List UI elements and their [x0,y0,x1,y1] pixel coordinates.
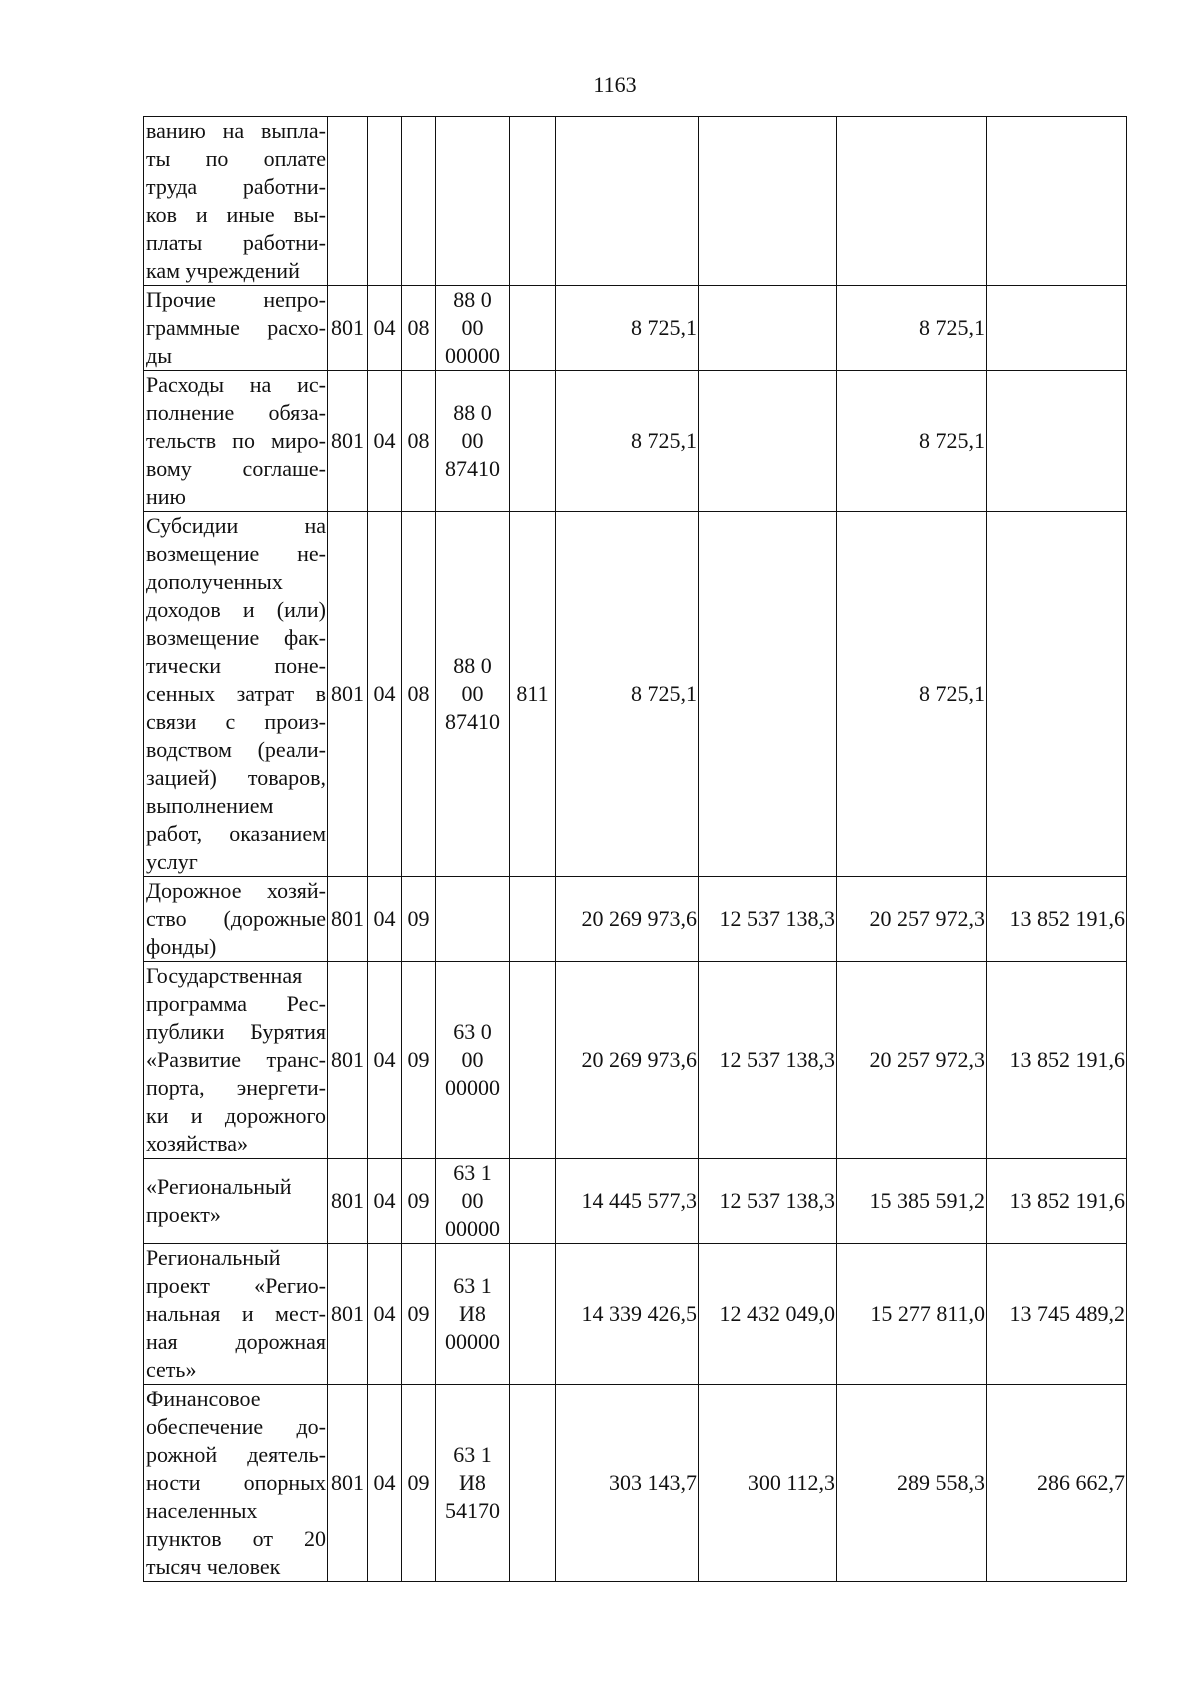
expense-name-line: фонды) [146,934,217,959]
amount-cell-2: 12 537 138,3 [699,877,837,962]
expense-name-line: Дорожное хозяй- [146,878,326,903]
section-code-cell [368,117,402,286]
table-row [144,962,1127,1159]
expense-name-line: платы работни- [146,230,326,255]
expense-name-line: Государственная [146,963,303,988]
expense-name-line: работ, оказанием [146,821,326,846]
expense-type-cell [510,1159,556,1244]
expense-name-line: связи с произ- [146,709,326,734]
expense-name-cell [144,1159,328,1244]
expense-type-cell [510,962,556,1159]
amount-cell-2 [699,512,837,877]
expense-name-line: возмещение фак- [146,625,326,650]
expense-name-line: сенных затрат в [146,681,326,706]
expense-name-line: пунктов от 20 [146,1526,326,1551]
expense-name-line: Финансовое [146,1386,261,1411]
target-article-cell [436,1385,510,1582]
expense-name-line: ная дорожная [146,1329,326,1354]
expense-name-line: Расходы на ис- [146,372,326,397]
expense-name-line: обеспечение до- [146,1414,326,1439]
expense-name-cell [144,877,328,962]
amount-cell-2: 12 537 138,3 [699,962,837,1159]
expense-name-line: проект «Регио- [146,1273,326,1298]
subsection-code-cell: 09 [402,877,436,962]
expense-name-cell [144,117,328,286]
expense-name-line: ности опорных [146,1470,326,1495]
amount-cell-2 [699,117,837,286]
section-code-cell: 04 [368,1159,402,1244]
subsection-code-cell: 09 [402,1159,436,1244]
section-code-cell: 04 [368,1385,402,1582]
table-row [144,1244,1127,1385]
expense-name-line: зацией) товаров, [146,765,326,790]
expense-name-line: услуг [146,849,198,874]
expense-type-cell [510,1244,556,1385]
target-article-line: 00000 [445,343,500,368]
budget-table [143,116,1127,1582]
section-code-cell: 04 [368,286,402,371]
amount-cell-1: 20 269 973,6 [556,962,699,1159]
amount-cell-4 [987,512,1127,877]
expense-name-line: порта, энергети- [146,1075,326,1100]
target-article-line: 88 0 [453,400,492,425]
expense-type-cell [510,1385,556,1582]
target-article-cell [436,877,510,962]
admin-code-cell [328,117,368,286]
expense-type-cell: 811 [510,512,556,877]
expense-name-line: дополученных [146,569,283,594]
target-article-cell [436,962,510,1159]
admin-code-cell: 801 [328,1385,368,1582]
expense-name-line: программа Рес- [146,991,326,1016]
table-row [144,371,1127,512]
target-article-line: 00 [461,315,484,340]
amount-cell-3: 289 558,3 [837,1385,987,1582]
amount-cell-3: 15 277 811,0 [837,1244,987,1385]
subsection-code-cell: 08 [402,286,436,371]
amount-cell-4 [987,371,1127,512]
expense-name-line: выполнением [146,793,274,818]
expense-name-line: тысяч человек [146,1554,281,1579]
section-code-cell: 04 [368,371,402,512]
table-row [144,877,1127,962]
amount-cell-4: 286 662,7 [987,1385,1127,1582]
expense-name-line: граммные расхо- [146,315,326,340]
amount-cell-1: 8 725,1 [556,512,699,877]
expense-name-line: «Развитие транс- [146,1047,326,1072]
amount-cell-2: 300 112,3 [699,1385,837,1582]
expense-type-cell [510,371,556,512]
expense-name-line: «Региональный [146,1174,292,1199]
amount-cell-1: 303 143,7 [556,1385,699,1582]
expense-name-line: ство (дорожные [146,906,326,931]
amount-cell-2: 12 537 138,3 [699,1159,837,1244]
amount-cell-1: 14 339 426,5 [556,1244,699,1385]
amount-cell-4: 13 852 191,6 [987,877,1127,962]
amount-cell-2: 12 432 049,0 [699,1244,837,1385]
target-article-line: 00 [461,428,484,453]
amount-cell-1: 8 725,1 [556,286,699,371]
amount-cell-4 [987,117,1127,286]
table-row [144,512,1127,877]
expense-name-line: нальная и мест- [146,1301,326,1326]
target-article-line: 00 [461,1047,484,1072]
subsection-code-cell: 09 [402,1244,436,1385]
amount-cell-4: 13 745 489,2 [987,1244,1127,1385]
amount-cell-3: 8 725,1 [837,371,987,512]
expense-name-cell [144,1244,328,1385]
subsection-code-cell: 08 [402,371,436,512]
expense-name-line: возмещение не- [146,541,326,566]
amount-cell-3: 8 725,1 [837,286,987,371]
target-article-line: И8 [459,1301,486,1326]
target-article-cell [436,371,510,512]
amount-cell-4: 13 852 191,6 [987,1159,1127,1244]
expense-name-cell [144,1385,328,1582]
target-article-line: 88 0 [453,653,492,678]
amount-cell-3: 15 385 591,2 [837,1159,987,1244]
section-code-cell: 04 [368,962,402,1159]
expense-name-line: ты по оплате [146,146,326,171]
amount-cell-4: 13 852 191,6 [987,962,1127,1159]
target-article-cell [436,286,510,371]
amount-cell-4 [987,286,1127,371]
target-article-line: 00 [461,1188,484,1213]
target-article-line: 87410 [445,709,500,734]
table-row [144,1385,1127,1582]
expense-name-line: труда работни- [146,174,326,199]
amount-cell-1: 8 725,1 [556,371,699,512]
target-article-line: 00000 [445,1329,500,1354]
target-article-line: 63 1 [453,1442,492,1467]
amount-cell-3 [837,117,987,286]
amount-cell-2 [699,371,837,512]
expense-name-line: ванию на выпла- [146,118,326,143]
table-row [144,1159,1127,1244]
admin-code-cell: 801 [328,1159,368,1244]
section-code-cell: 04 [368,512,402,877]
amount-cell-1: 20 269 973,6 [556,877,699,962]
target-article-cell [436,117,510,286]
expense-name-cell [144,512,328,877]
admin-code-cell: 801 [328,1244,368,1385]
table-row [144,117,1127,286]
subsection-code-cell: 09 [402,1385,436,1582]
expense-name-cell [144,286,328,371]
admin-code-cell: 801 [328,512,368,877]
target-article-cell [436,1244,510,1385]
expense-name-line: тельств по миро- [146,428,326,453]
expense-name-cell [144,962,328,1159]
target-article-cell [436,1159,510,1244]
expense-name-line: рожной деятель- [146,1442,326,1467]
expense-name-line: вому соглаше- [146,456,326,481]
expense-name-line: населенных [146,1498,258,1523]
amount-cell-3: 20 257 972,3 [837,877,987,962]
expense-name-line: полнение обяза- [146,400,326,425]
expense-type-cell [510,117,556,286]
target-article-line: 00000 [445,1216,500,1241]
amount-cell-2 [699,286,837,371]
expense-name-line: ков и иные вы- [146,202,326,227]
target-article-cell [436,512,510,877]
expense-name-line: публики Бурятия [146,1019,326,1044]
expense-name-line: Прочие непро- [146,287,326,312]
expense-name-line: Региональный [146,1245,281,1270]
target-article-line: 63 0 [453,1019,492,1044]
target-article-line: И8 [459,1470,486,1495]
admin-code-cell: 801 [328,371,368,512]
section-code-cell: 04 [368,877,402,962]
expense-type-cell [510,286,556,371]
subsection-code-cell: 09 [402,962,436,1159]
admin-code-cell: 801 [328,962,368,1159]
target-article-line: 63 1 [453,1160,492,1185]
target-article-line: 00000 [445,1075,500,1100]
expense-name-line: хозяйства» [146,1131,248,1156]
amount-cell-3: 20 257 972,3 [837,962,987,1159]
target-article-line: 87410 [445,456,500,481]
expense-name-line: доходов и (или) [146,597,326,622]
amount-cell-3: 8 725,1 [837,512,987,877]
expense-name-line: ки и дорожного [146,1103,326,1128]
budget-table-body [144,117,1127,1582]
amount-cell-1 [556,117,699,286]
expense-name-cell [144,371,328,512]
admin-code-cell: 801 [328,877,368,962]
table-row [144,286,1127,371]
target-article-line: 00 [461,681,484,706]
target-article-line: 88 0 [453,287,492,312]
expense-name-line: водством (реали- [146,737,326,762]
expense-name-line: ды [146,343,172,368]
subsection-code-cell: 08 [402,512,436,877]
target-article-line: 63 1 [453,1273,492,1298]
admin-code-cell: 801 [328,286,368,371]
page-number: 1163 [593,72,637,97]
amount-cell-1: 14 445 577,3 [556,1159,699,1244]
section-code-cell: 04 [368,1244,402,1385]
expense-name-line: сеть» [146,1357,197,1382]
expense-type-cell [510,877,556,962]
target-article-line: 54170 [445,1498,500,1523]
expense-name-line: тически поне- [146,653,326,678]
subsection-code-cell [402,117,436,286]
expense-name-line: Субсидии на [146,513,326,538]
expense-name-line: нию [146,484,186,509]
expense-name-line: проект» [146,1202,221,1227]
expense-name-line: кам учреждений [146,258,300,283]
